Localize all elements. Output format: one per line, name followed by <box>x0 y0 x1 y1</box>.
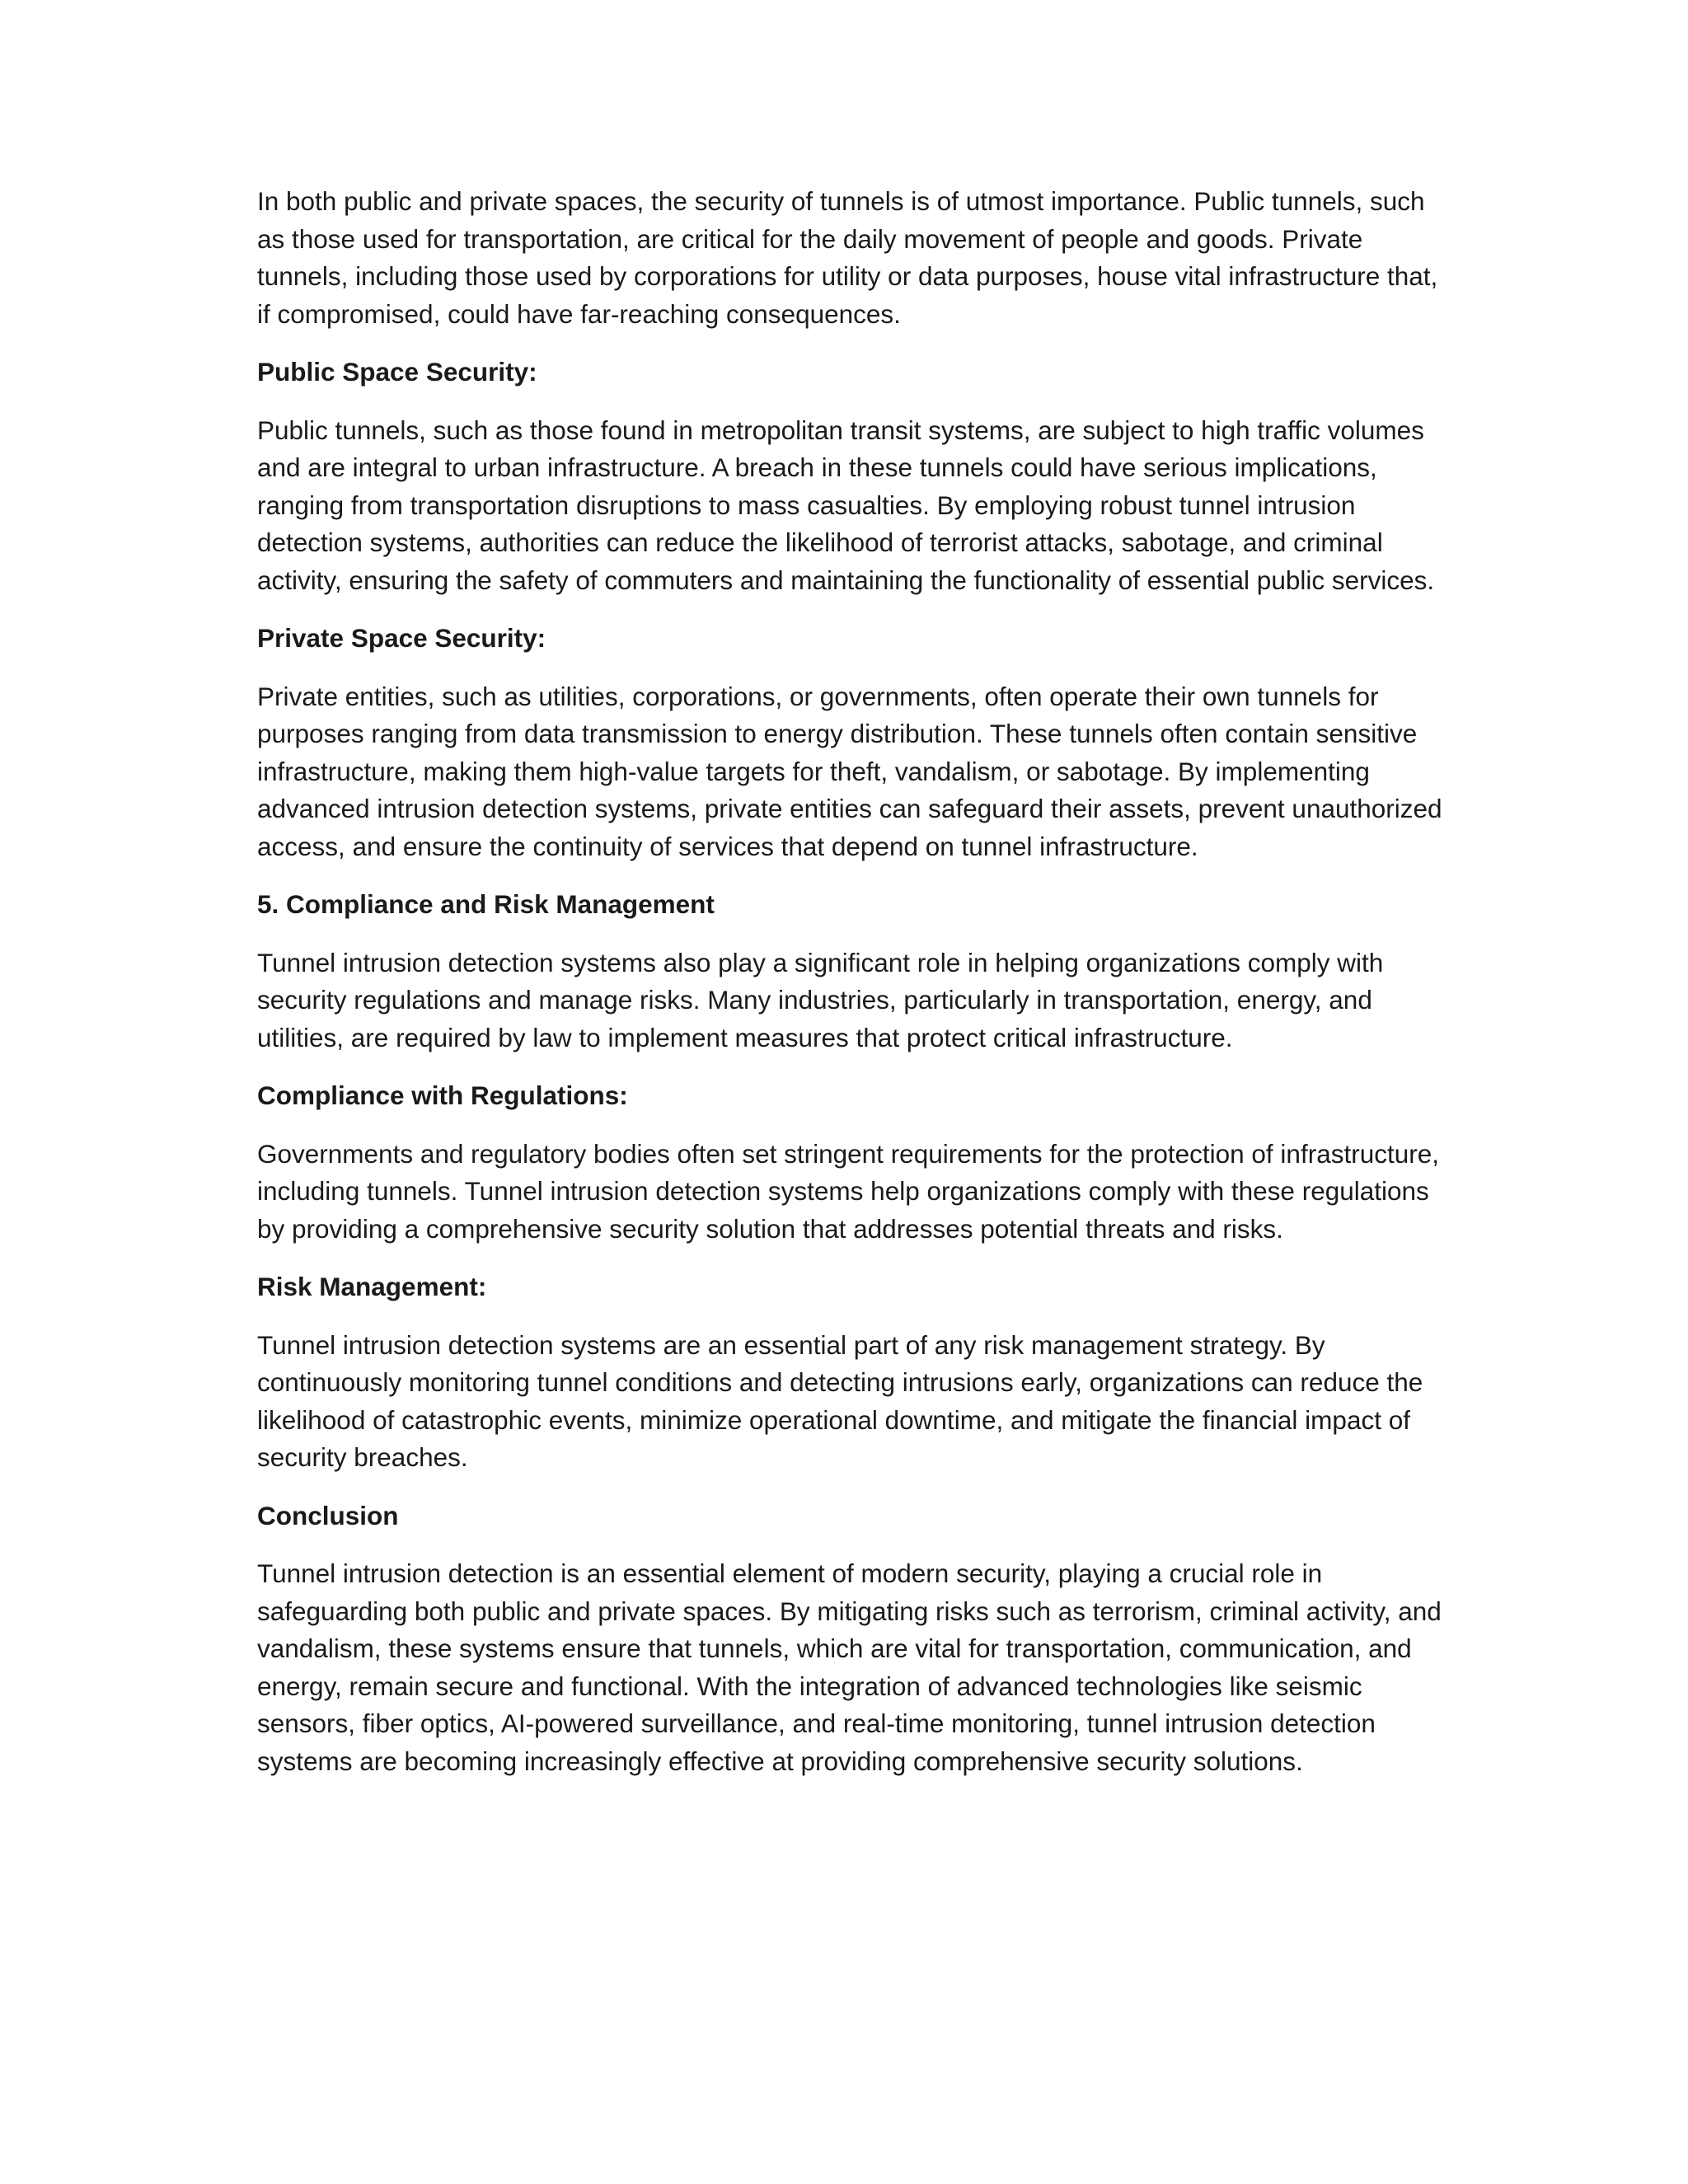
intro-paragraph: In both public and private spaces, the security of tunnels is of utmost importance. Public tunnels, such as those used for transportation, are critical for the daily movement of people and goods. Private tunnels, including those used by corporations for utility or data purposes, house vital infrastructure that, if compromised, could have far-reaching consequences. <box>257 186 1438 329</box>
document-page <box>257 183 1444 1801</box>
conclusion-paragraph: Tunnel intrusion detection is an essential element of modern security, playing a crucial role in safeguarding both public and private spaces. By mitigating risks such as terrorism, criminal activity, and vandalism, these systems ensure that tunnels, which are vital for transportation, communication, and energy, remain secure and functional. With the integration of advanced technologies like seismic sensors, fiber optics, AI-powered surveillance, and real-time monitoring, tunnel intrusion detection systems are becoming increasingly effective at providing comprehensive security solutions. <box>257 1558 1442 1776</box>
compliance-regulations-heading: Compliance with Regulations: <box>257 1080 628 1110</box>
public-space-security-paragraph: Public tunnels, such as those found in metropolitan transit systems, are subject to high traffic volumes and are integral to urban infrastructure. A breach in these tunnels could have serious implications, ranging from transportation disruptions to mass casualties. By employing robust tunnel intrusion detection systems, authorities can reduce the likelihood of terrorist attacks, sabotage, and criminal activity, ensuring the safety of commuters and maintaining the functionality of essential public services. <box>257 415 1435 595</box>
public-space-security-heading: Public Space Security: <box>257 357 537 387</box>
conclusion-heading: Conclusion <box>257 1500 399 1530</box>
compliance-regulations-paragraph: Governments and regulatory bodies often set stringent requirements for the protection of infrastructure, including tunnels. Tunnel intrusion detection systems help organizations comply with these regulations by providing a comprehensive security solution that addresses potential threats and risks. <box>257 1138 1440 1244</box>
risk-management-heading: Risk Management: <box>257 1272 487 1301</box>
private-space-security-paragraph: Private entities, such as utilities, corporations, or governments, often operate their own tunnels for purposes ranging from data transmission to energy distribution. These tunnels often contain sensitive infrastructure, making them high-value targets for theft, vandalism, or sabotage. By implementing advanced intrusion detection systems, private entities can safeguard their assets, prevent unauthorized access, and ensure the continuity of services that depend on tunnel infrastructure. <box>257 681 1442 861</box>
compliance-risk-paragraph: Tunnel intrusion detection systems also play a significant role in helping organizations comply with security regulations and manage risks. Many industries, particularly in transportation, energy, and utilities, are required by law to implement measures that protect critical infrastructure. <box>257 947 1384 1052</box>
private-space-security-heading: Private Space Security: <box>257 623 546 653</box>
compliance-risk-section-heading: 5. Compliance and Risk Management <box>257 889 715 919</box>
risk-management-paragraph: Tunnel intrusion detection systems are an essential part of any risk management strategy. By continuously monitoring tunnel conditions and detecting intrusions early, organizations can reduce the likelihood of catastrophic events, minimize operational downtime, and mitigate the financial impact of security breaches. <box>257 1329 1423 1472</box>
